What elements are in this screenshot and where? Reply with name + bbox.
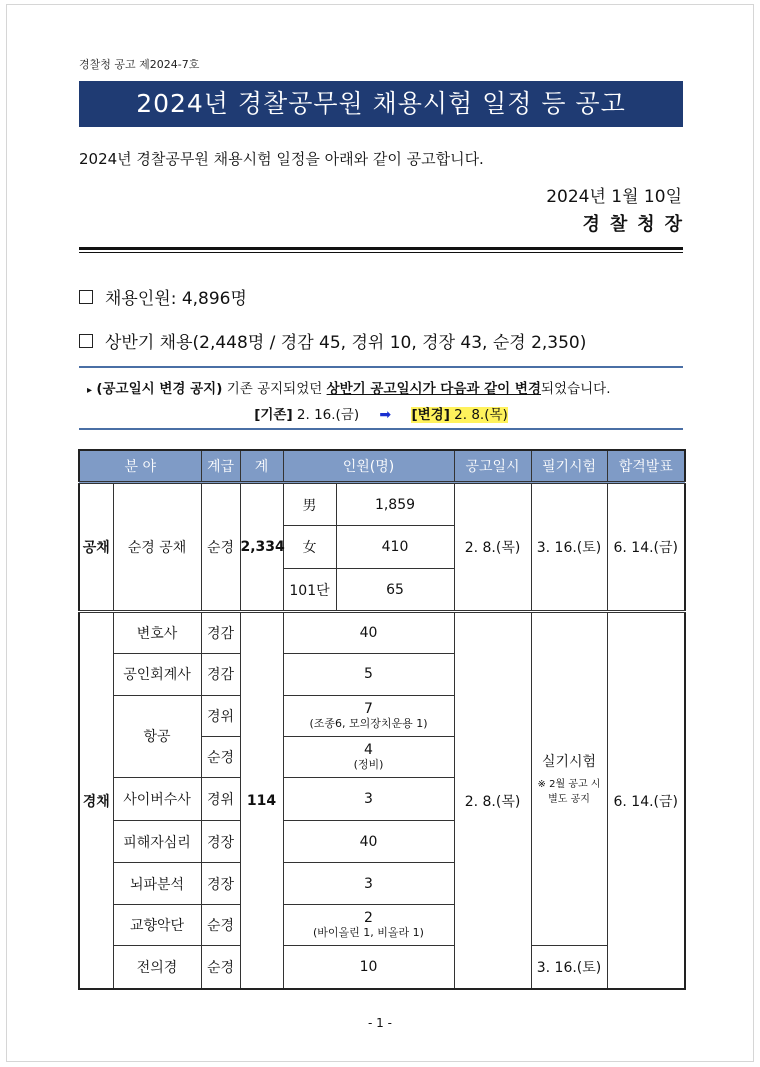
checkbox-square-icon [79, 290, 93, 304]
table-row [79, 612, 685, 653]
count-cell [283, 695, 454, 736]
count-cell: 40 [283, 612, 454, 653]
count-note: (바이올린 1, 비올라 1) [313, 926, 424, 940]
rank-cell: 순경 [201, 946, 240, 989]
field-cell: 뇌파분석 [113, 863, 201, 905]
before-label: [기존] [254, 407, 293, 423]
first-half-text: 상반기 채용(2,448명 / 경감 45, 경위 10, 경장 43, 순경 2,350) [105, 333, 587, 353]
count-cell: 410 [336, 526, 454, 569]
intro-text: 2024년 경찰공무원 채용시험 일정을 아래와 같이 공고합니다. [79, 150, 484, 168]
field-cell: 전의경 [113, 946, 201, 989]
written-cell: 3. 16.(토) [531, 483, 607, 612]
change-notice [79, 366, 683, 430]
written-main: 실기시험 [541, 754, 597, 771]
header-result: 합격발표 [607, 450, 685, 483]
field-cell: 항공 [113, 695, 201, 777]
field-cell: 순경 공채 [113, 483, 201, 612]
count-note: (정비) [353, 757, 384, 771]
notice-line [87, 377, 611, 397]
table-row [79, 946, 685, 989]
count-cell: 3 [283, 863, 454, 905]
field-cell: 사이버수사 [113, 777, 201, 820]
document-number: 경찰청 공고 제2024-7호 [79, 58, 200, 71]
count-cell: 10 [283, 946, 454, 989]
after-value: 2. 8.(목) [449, 407, 508, 423]
count-value: 7 [364, 700, 373, 717]
field-cell: 교향악단 [113, 905, 201, 946]
signer: 경찰청장 [582, 214, 692, 235]
count-cell [283, 736, 454, 777]
notice-change-line [79, 403, 683, 423]
field-cell: 변호사 [113, 612, 201, 653]
section-divider [79, 247, 683, 253]
announce-cell: 2. 8.(목) [454, 483, 531, 612]
header-field: 분 야 [79, 450, 201, 483]
written-note: ※ 2월 공고 시 별도 공지 [537, 779, 601, 806]
group-special: 경채 [79, 612, 113, 989]
result-cell: 6. 14.(금) [607, 483, 685, 612]
rank-cell: 경장 [201, 863, 240, 905]
rank-cell: 순경 [201, 905, 240, 946]
field-cell: 공인회계사 [113, 653, 201, 695]
count-value: 4 [364, 741, 373, 758]
issue-date: 2024년 1월 10일 [546, 187, 682, 207]
count-cell [283, 905, 454, 946]
header-rank: 계급 [201, 450, 240, 483]
sub-cell: 101단 [283, 569, 336, 612]
table-header-row [79, 450, 685, 483]
count-cell: 1,859 [336, 483, 454, 526]
before-value: 2. 16.(금) [292, 407, 360, 423]
rank-cell: 경위 [201, 777, 240, 820]
notice-tail: 되었습니다. [541, 381, 611, 397]
rank-cell: 경위 [201, 695, 240, 736]
rank-cell: 경감 [201, 612, 240, 653]
notice-lead: (공고일시 변경 공지) [96, 381, 223, 397]
total-cell: 114 [240, 612, 283, 989]
notice-underlined: 상반기 공고일시가 다음과 같이 변경 [326, 381, 541, 397]
count-cell: 5 [283, 653, 454, 695]
checkbox-square-icon [79, 334, 93, 348]
schedule-table [78, 449, 684, 990]
count-note: (조종6, 모의장치운용 1) [309, 716, 428, 730]
first-half-item [79, 328, 586, 353]
rank-cell: 경감 [201, 653, 240, 695]
notice-mid: 기존 공지되었던 [222, 381, 327, 397]
right-arrow-icon: ➡ [379, 407, 392, 423]
announce-cell: 2. 8.(목) [454, 612, 531, 989]
table-row [79, 483, 685, 526]
triangle-marker-icon: ▸ [87, 385, 93, 396]
header-written: 필기시험 [531, 450, 607, 483]
count-value: 2 [364, 910, 373, 927]
count-cell: 40 [283, 820, 454, 862]
page-number: - 1 - [368, 1016, 392, 1030]
written-cell: 3. 16.(토) [531, 946, 607, 989]
rank-cell: 순경 [201, 483, 240, 612]
result-cell: 6. 14.(금) [607, 612, 685, 989]
total-cell: 2,334 [240, 483, 283, 612]
count-cell: 3 [283, 777, 454, 820]
field-cell: 피해자심리 [113, 820, 201, 862]
group-public: 공채 [79, 483, 113, 612]
header-announce: 공고일시 [454, 450, 531, 483]
after-label: [변경] [411, 407, 450, 423]
header-total: 계 [240, 450, 283, 483]
total-recruitment-text: 채용인원: 4,896명 [105, 289, 247, 309]
written-cell [531, 612, 607, 946]
header-personnel: 인원(명) [283, 450, 454, 483]
rank-cell: 경장 [201, 820, 240, 862]
sub-cell: 女 [283, 526, 336, 569]
document-title: 2024년 경찰공무원 채용시험 일정 등 공고 [79, 81, 683, 127]
total-recruitment-item [79, 284, 247, 309]
rank-cell: 순경 [201, 736, 240, 777]
count-cell: 65 [336, 569, 454, 612]
sub-cell: 男 [283, 483, 336, 526]
